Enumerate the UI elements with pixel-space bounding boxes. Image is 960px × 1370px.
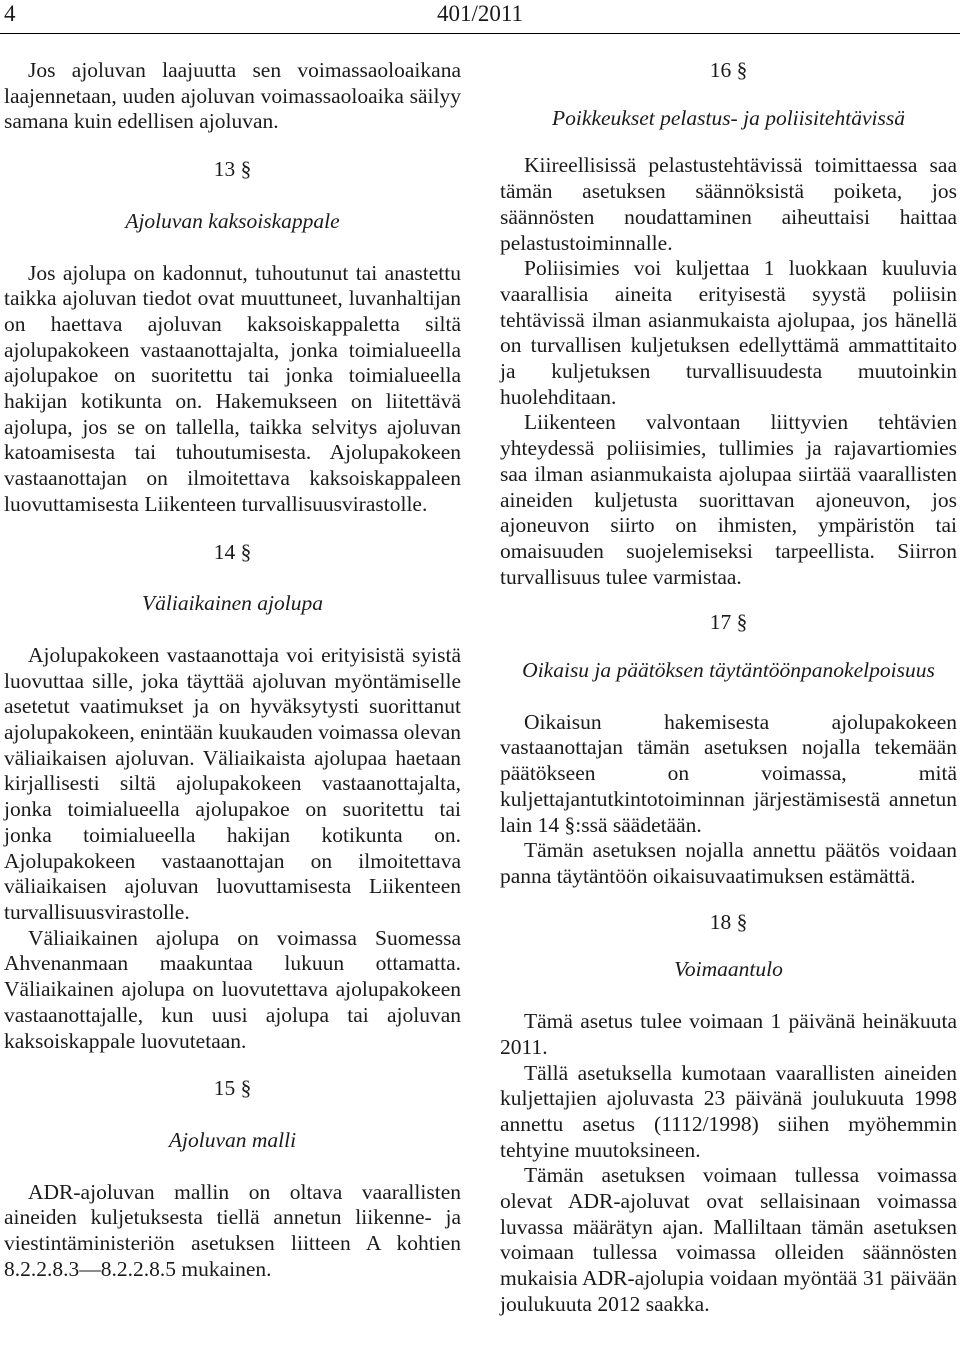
left-column (4, 58, 461, 1282)
page-number: 4 (4, 1, 16, 26)
section-16-paragraph-2: Poliisimies voi kuljettaa 1 luokkaan kuuluvia vaarallisia aineita erityisestä syystä poliisin tehtävissä ilman asianmukaista ajolupaa, jos hänellä on turvallisen kuljetuksen edellyttämä ammattitaito ja kuljetuksen turvallisuudesta muutoinkin huolehditaan. (500, 256, 957, 409)
section-18-number: 18 § (709, 909, 748, 934)
section-18-paragraph-1: Tämä asetus tulee voimaan 1 päivänä heinäkuuta 2011. (500, 1009, 957, 1059)
section-16-paragraph-1: Kiireellisissä pelastustehtävissä toimittaessa saa tämän asetuksen säännöksistä poiketa, jos säännösten noudattaminen aiheuttaisi haittaa pelastustoiminnalle. (500, 153, 957, 255)
section-13-paragraph-1: Jos ajolupa on kadonnut, tuhoutunut tai anastettu taikka ajoluvan tiedot ovat muuttuneet, luvanhaltijan on haettava ajoluvan kaksoiskappaletta siltä ajolupakokeen vastaanottajalta, jonka toimialueella ajolupakoe on suoritettu tai jonka toimialueella hakijan kotikunta on. Hakemukseen on liitettävä ajolupa, jos se on tallella, taikka selvitys ajoluvan katoamisesta tai tuhoutumisesta. Ajolupakokeen vastaanottajan on ilmoitettava kaksoiskappaleen luovuttamisesta Liikenteen turvallisuusvirastolle. (4, 260, 461, 516)
section-16-number: 16 § (709, 58, 748, 82)
section-16-title: Poikkeukset pelastus- ja poliisitehtävissä (552, 105, 905, 130)
header-rule (0, 33, 960, 34)
section-18-paragraph-3: Tämän asetuksen voimaan tullessa voimassa olevat ADR-ajoluvat ovat sellaisinaan voimassa luvassa määrätyn ajan. Malliltaan tämän asetuksen voimaan tullessa voimassa olleiden säännösten mukaisia ADR-ajolupia voidaan myöntää 31 päivään joulukuuta 2012 saakka. (500, 1163, 957, 1316)
section-17-title: Oikaisu ja päätöksen täytäntöönpanokelpoisuus (522, 658, 935, 683)
section-15-title: Ajoluvan malli (168, 1127, 297, 1152)
section-15-number: 15 § (213, 1076, 252, 1101)
section-14-number: 14 § (213, 539, 252, 564)
section-14-title: Väliaikainen ajolupa (142, 591, 323, 616)
section-14-paragraph-2: Väliaikainen ajolupa on voimassa Suomessa Ahvenanmaan maakuntaa lukuun ottamatta. Väliaikainen ajolupa on luovutettava ajolupakokeen vastaanottajalle, kun uusi ajolupa tai ajoluvan kaksoiskappale luovutetaan. (4, 925, 461, 1053)
section-17-paragraph-2: Tämän asetuksen nojalla annettu päätös voidaan panna täytäntöön oikaisuvaatimuksen estämättä. (500, 838, 957, 888)
section-13-number: 13 § (213, 157, 252, 182)
page-header (0, 0, 960, 40)
section-13-title: Ajoluvan kaksoiskappale (125, 208, 340, 233)
document-number: 401/2011 (436, 1, 524, 26)
intro-paragraph: Jos ajoluvan laajuutta sen voimassaoloaikana laajennetaan, uuden ajoluvan voimassaoloaika säilyy samana kuin edellisen ajoluvan. (4, 58, 461, 134)
section-17-paragraph-1: Oikaisun hakemisesta ajolupakokeen vastaanottajan tämän asetuksen nojalla tekemään päätökseen on voimassa, mitä kuljettajantutkintotoiminnan järjestämisestä annetun lain 14 §:ssä säädetään. (500, 709, 957, 837)
section-18-title: Voimaantulo (674, 957, 783, 982)
section-14-paragraph-1: Ajolupakokeen vastaanottaja voi erityisistä syistä luovuttaa sille, joka täyttää ajoluvan myöntämiselle asetetut vaatimukset ja on hyväksytysti suorittanut ajolupakokeen, enintään kuukauden voimassa olevan väliaikaisen ajoluvan. Väliaikaista ajolupaa haetaan kirjallisesti siltä ajolupakokeen vastaanottajalta, jonka toimialueella ajolupakoe on suoritettu tai jonka toimialueella hakijan kotikunta on. Ajolupakokeen vastaanottajan on ilmoitettava väliaikaisen ajoluvan luovuttamisesta Liikenteen turvallisuusvirastolle. (4, 642, 461, 924)
section-16-paragraph-3: Liikenteen valvontaan liittyvien tehtävien yhteydessä poliisimies, tullimies ja rajavartiomies saa ilman asianmukaista ajolupaa siirtää vaarallisten aineiden kuljetusta suorittavan ajoneuvon, jos ajoneuvon siirto on ihmisten, ympäristön tai omaisuuden suojelemiseksi tarpeellista. Siirron turvallisuus tulee varmistaa. (500, 410, 957, 589)
right-column (500, 58, 957, 1318)
section-18-paragraph-2: Tällä asetuksella kumotaan vaarallisten aineiden kuljettajien ajoluvasta 23 päivänä joulukuuta 1998 annettu asetus (1112/1998) siihen myöhemmin tehtyine muutoksineen. (500, 1060, 957, 1162)
section-17-number: 17 § (709, 610, 748, 635)
section-15-paragraph-1: ADR-ajoluvan mallin on oltava vaarallisten aineiden kuljetuksesta tiellä annetun liikenne- ja viestintäministeriön asetuksen liitteen A kohtien 8.2.2.8.3—8.2.2.8.5 mukainen. (4, 1179, 461, 1281)
